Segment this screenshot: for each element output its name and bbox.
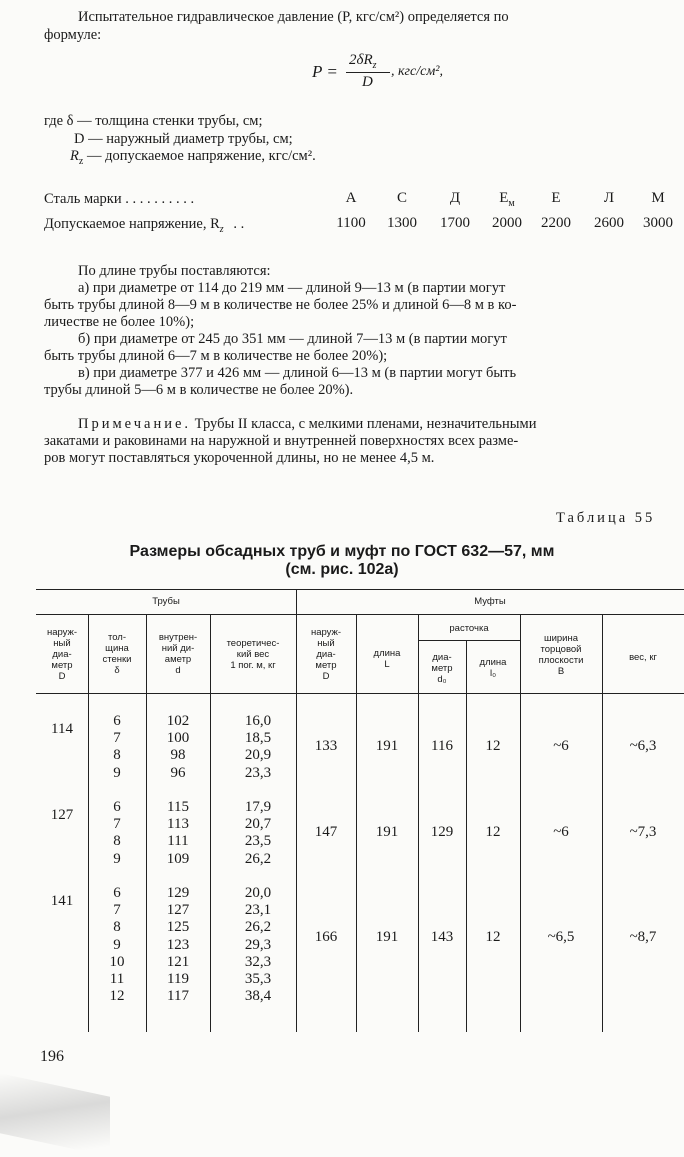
row-114-coupling-diameter: 133	[314, 738, 338, 754]
formula-unit: , кгс/см²,	[391, 64, 443, 79]
grade-e: Е	[551, 190, 561, 206]
formula-denominator: D	[362, 74, 373, 90]
row-127-coupling-diameter: 147	[314, 824, 338, 840]
grade-d: Д	[449, 190, 461, 206]
intro-line-1: Испытательное гидравлическое давление (P, кгс/см²) определяется по	[78, 9, 509, 25]
row-141-weight: 20,0 23,1 26,2 29,3 32,3 35,3 38,4	[244, 885, 272, 1005]
table-subtitle: (см. рис. 102а)	[285, 561, 399, 578]
lengths-a-1: а) при диаметре от 114 до 219 мм — длиной 9—13 м (в партии могут	[78, 280, 506, 296]
table-divider-5	[356, 614, 357, 1032]
row-127-coupling-weight: ~7,3	[629, 824, 657, 840]
scan-smudge	[0, 1073, 110, 1156]
intro-line-2: формуле:	[44, 27, 102, 43]
stress-d: 1700	[440, 215, 470, 231]
table-rule-groups	[36, 614, 684, 615]
stress-label: Допускаемое напряжение, $R_z$ . .	[44, 216, 245, 235]
grade-a: А	[345, 190, 357, 206]
header-wall-thickness: тол- щина стенки δ	[102, 632, 132, 676]
grade-em: $Е_м$	[499, 190, 515, 209]
table-divider-3	[210, 614, 211, 1032]
lengths-a-3: личестве не более 10%);	[44, 314, 195, 330]
row-141-bore-length: 12	[485, 929, 501, 945]
stress-m: 3000	[643, 215, 673, 231]
header-couplings: Муфты	[474, 596, 506, 607]
row-114-face-width: ~6	[553, 738, 569, 754]
table-rule-header	[36, 693, 684, 694]
row-141-inner-diameter: 129 127 125 123 121 119 117	[166, 885, 190, 1005]
lengths-intro: По длине трубы поставляются:	[78, 263, 271, 279]
legend-diameter: D — наружный диаметр трубы, см;	[74, 131, 293, 147]
row-127-face-width: ~6	[553, 824, 569, 840]
row-127-bore-diameter: 129	[430, 824, 454, 840]
row-127-inner-diameter: 115 113 111 109	[166, 799, 190, 867]
row-127-coupling-length: 191	[375, 824, 399, 840]
row-114-bore-diameter: 116	[431, 738, 453, 754]
row-141-bore-diameter: 143	[430, 929, 454, 945]
table-rule-top	[36, 589, 684, 590]
header-inner-diameter: внутрен- ний ди- аметр d	[158, 632, 198, 676]
lengths-b-2: быть трубы длиной 6—7 м в количестве не более 20%);	[44, 348, 388, 364]
header-pipes: Трубы	[152, 596, 180, 607]
note-line-1: Примечание. Трубы II класса, с мелкими пленами, незначительными	[78, 416, 537, 432]
stress-c: 1300	[387, 215, 417, 231]
lengths-a-2: быть трубы длиной 8—9 м в количестве не более 25% и длиной 6—8 м в ко-	[44, 297, 517, 313]
header-coupling-weight: вес, кг	[629, 652, 657, 663]
grade-l: Л	[603, 190, 615, 206]
row-141-thickness: 6 7 8 9 10 11 12	[109, 885, 125, 1005]
table-divider-9	[602, 614, 603, 1032]
header-face-width: ширина торцовой плоскости B	[538, 633, 584, 677]
row-141-face-width: ~6,5	[547, 929, 575, 945]
row-114-thickness: 6 7 8 9	[113, 713, 121, 781]
row-127-weight: 17,9 20,7 23,5 26,2	[244, 799, 272, 867]
header-coupling-outer-diameter: наруж- ный диа- метр D	[310, 627, 342, 682]
note-line-3: ров могут поставляться укороченной длины, но не менее 4,5 м.	[44, 450, 435, 466]
legend-stress: $R_z$ — допускаемое напряжение, кгс/см².	[70, 148, 316, 167]
lengths-c-2: трубы длиной 5—6 м в количестве не более 20%).	[44, 382, 354, 398]
table-title: Размеры обсадных труб и муфт по ГОСТ 632—57, мм	[129, 543, 555, 560]
row-114-pipe-diameter: 114	[51, 721, 73, 737]
row-114-weight: 16,0 18,5 20,9 23,3	[244, 713, 272, 781]
row-114-inner-diameter: 102 100 98 96	[166, 713, 190, 781]
stress-e: 2200	[541, 215, 571, 231]
steel-label: Сталь марки . . . . . . . . . .	[44, 191, 195, 207]
formula-fraction-bar	[346, 72, 390, 73]
row-141-coupling-diameter: 166	[314, 929, 338, 945]
row-127-thickness: 6 7 8 9	[113, 799, 121, 867]
header-bore-length: длина l₀	[479, 657, 507, 679]
stress-l: 2600	[594, 215, 624, 231]
header-pipe-outer-diameter: наруж- ный диа- метр D	[46, 627, 78, 682]
row-127-pipe-diameter: 127	[50, 807, 74, 823]
header-bore: расточка	[449, 623, 489, 634]
header-pipe-weight: теоретичес- кий вес 1 пог. м, кг	[226, 638, 280, 671]
lengths-b-1: б) при диаметре от 245 до 351 мм — длиной 7—13 м (в партии могут	[78, 331, 507, 347]
header-coupling-length: длина L	[373, 648, 401, 670]
table-label: Таблица 55	[556, 510, 656, 526]
grade-m: М	[651, 190, 665, 206]
note-line-2: закатами и раковинами на наружной и внутренней поверхностях всех разме-	[44, 433, 519, 449]
header-bore-diameter: диа- метр d₀	[431, 652, 453, 685]
lengths-c-1: в) при диаметре 377 и 426 мм — длиной 6—13 м (в партии могут быть	[78, 365, 517, 381]
stress-em: 2000	[492, 215, 522, 231]
row-141-coupling-weight: ~8,7	[629, 929, 657, 945]
table-rule-bore	[418, 640, 520, 641]
row-141-pipe-diameter: 141	[50, 893, 74, 909]
row-141-coupling-length: 191	[375, 929, 399, 945]
page-number: 196	[40, 1048, 64, 1065]
legend-thickness: где δ — толщина стенки трубы, см;	[44, 113, 263, 129]
stress-a: 1100	[336, 215, 366, 231]
row-127-bore-length: 12	[485, 824, 501, 840]
formula-lhs: P =	[312, 62, 338, 81]
grade-c: С	[396, 190, 407, 206]
row-114-coupling-length: 191	[375, 738, 399, 754]
formula-numerator: $2\delta R_z$	[349, 52, 377, 71]
row-114-bore-length: 12	[485, 738, 501, 754]
row-114-coupling-weight: ~6,3	[629, 738, 657, 754]
